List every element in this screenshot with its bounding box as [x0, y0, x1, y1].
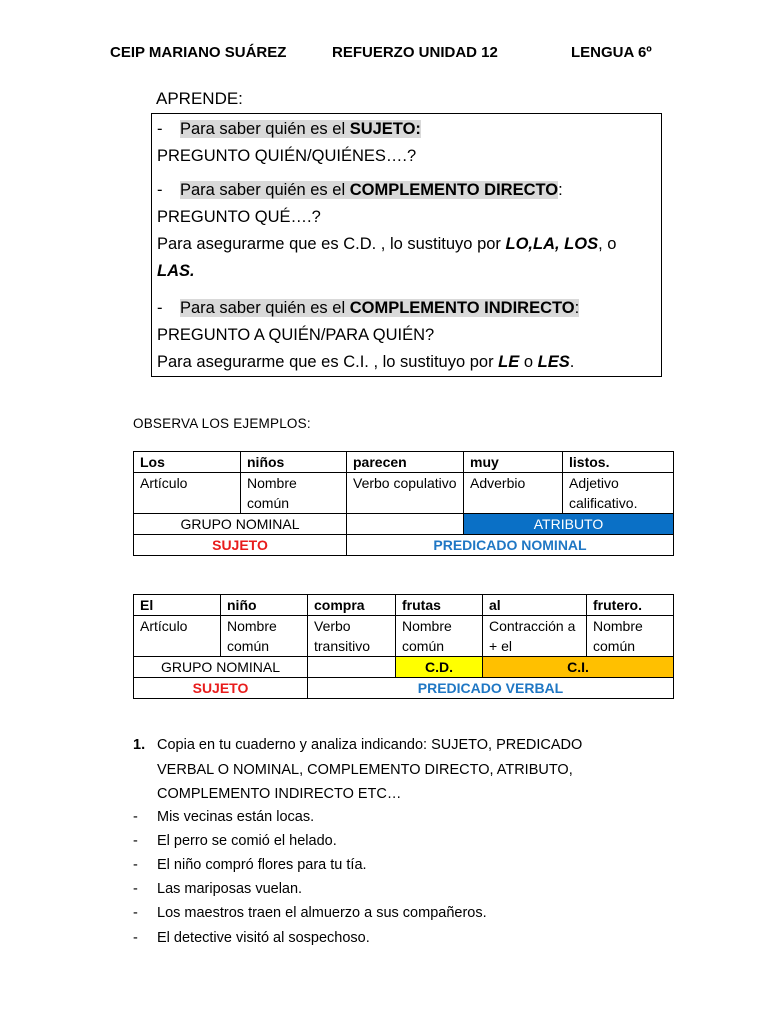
aprende-heading: APRENDE:: [156, 89, 243, 108]
category-cell: Contracción a + el: [483, 616, 587, 657]
ci-question: PREGUNTO A QUIÉN/PARA QUIÉN?: [157, 326, 435, 344]
word-cell: niños: [241, 452, 347, 473]
category-cell: Artículo: [134, 473, 241, 514]
exercise-number: 1.: [133, 737, 146, 753]
ci-note: Para asegurarme que es C.I. , lo sustituyo por LE o LES.: [157, 353, 575, 371]
cd-cell: C.D.: [396, 657, 483, 678]
category-cell: Adjetivo calificativo.: [563, 473, 674, 514]
example-table-1: [133, 451, 674, 556]
list-item: - Los maestros traen el almuerzo a sus compañeros.: [133, 905, 487, 921]
observa-heading: OBSERVA LOS EJEMPLOS:: [133, 416, 311, 431]
table-row: [134, 473, 674, 514]
table-row: [134, 452, 674, 473]
unit-title: REFUERZO UNIDAD 12: [332, 44, 498, 61]
subject-grade: LENGUA 6º: [571, 44, 652, 61]
list-item: - Mis vecinas están locas.: [133, 809, 315, 825]
cd-question: PREGUNTO QUÉ….?: [157, 208, 321, 226]
instruction-line: COMPLEMENTO INDIRECTO ETC…: [157, 786, 402, 802]
sujeto-cell: SUJETO: [134, 678, 308, 699]
table-row: [134, 535, 674, 556]
page-header: [0, 44, 768, 64]
table-row: [134, 514, 674, 535]
category-cell: Nombre común: [587, 616, 674, 657]
category-cell: Artículo: [134, 616, 221, 657]
atributo-cell: ATRIBUTO: [464, 514, 674, 535]
table-row: [134, 595, 674, 616]
word-cell: frutero.: [587, 595, 674, 616]
word-cell: El: [134, 595, 221, 616]
category-cell: Verbo copulativo: [347, 473, 464, 514]
table-row: [134, 616, 674, 657]
predicado-cell: PREDICADO NOMINAL: [347, 535, 674, 556]
category-cell: Adverbio: [464, 473, 563, 514]
learn-box: [151, 113, 662, 377]
word-cell: compra: [308, 595, 396, 616]
category-cell: Nombre común: [241, 473, 347, 514]
cd-note-las: LAS.: [157, 262, 195, 280]
ci-term: COMPLEMENTO INDIRECTO: [349, 299, 575, 317]
word-cell: al: [483, 595, 587, 616]
predicado-cell: PREDICADO VERBAL: [308, 678, 674, 699]
sujeto-term: SUJETO:: [349, 120, 421, 138]
table-row: [134, 678, 674, 699]
cd-term: COMPLEMENTO DIRECTO: [349, 181, 559, 199]
sujeto-rule: - Para saber quién es el SUJETO:: [157, 120, 421, 138]
empty-cell: [308, 657, 396, 678]
word-cell: listos.: [563, 452, 674, 473]
word-cell: niño: [221, 595, 308, 616]
list-item: - El perro se comió el helado.: [133, 833, 337, 849]
grupo-nominal-cell: GRUPO NOMINAL: [134, 514, 347, 535]
word-cell: Los: [134, 452, 241, 473]
word-cell: muy: [464, 452, 563, 473]
example-table-2: [133, 594, 674, 699]
grupo-nominal-cell: GRUPO NOMINAL: [134, 657, 308, 678]
instruction-line: VERBAL O NOMINAL, COMPLEMENTO DIRECTO, ATRIBUTO,: [157, 762, 573, 778]
instruction-line: Copia en tu cuaderno y analiza indicando: SUJETO, PREDICADO: [157, 737, 583, 753]
empty-cell: [347, 514, 464, 535]
list-item: - El detective visitó al sospechoso.: [133, 930, 370, 946]
list-item: - El niño compró flores para tu tía.: [133, 857, 367, 873]
ci-rule: - Para saber quién es el COMPLEMENTO INDIRECTO:: [157, 299, 580, 317]
table-row: [134, 657, 674, 678]
sujeto-cell: SUJETO: [134, 535, 347, 556]
school-name: CEIP MARIANO SUÁREZ: [110, 44, 287, 61]
category-cell: Verbo transitivo: [308, 616, 396, 657]
category-cell: Nombre común: [221, 616, 308, 657]
sujeto-question: PREGUNTO QUIÉN/QUIÉNES….?: [157, 147, 417, 165]
list-item: - Las mariposas vuelan.: [133, 881, 303, 897]
word-cell: parecen: [347, 452, 464, 473]
word-cell: frutas: [396, 595, 483, 616]
category-cell: Nombre común: [396, 616, 483, 657]
cd-note: Para asegurarme que es C.D. , lo sustituyo por LO,LA, LOS, o: [157, 235, 617, 253]
ci-cell: C.I.: [483, 657, 674, 678]
cd-rule: - Para saber quién es el COMPLEMENTO DIRECTO:: [157, 181, 563, 199]
